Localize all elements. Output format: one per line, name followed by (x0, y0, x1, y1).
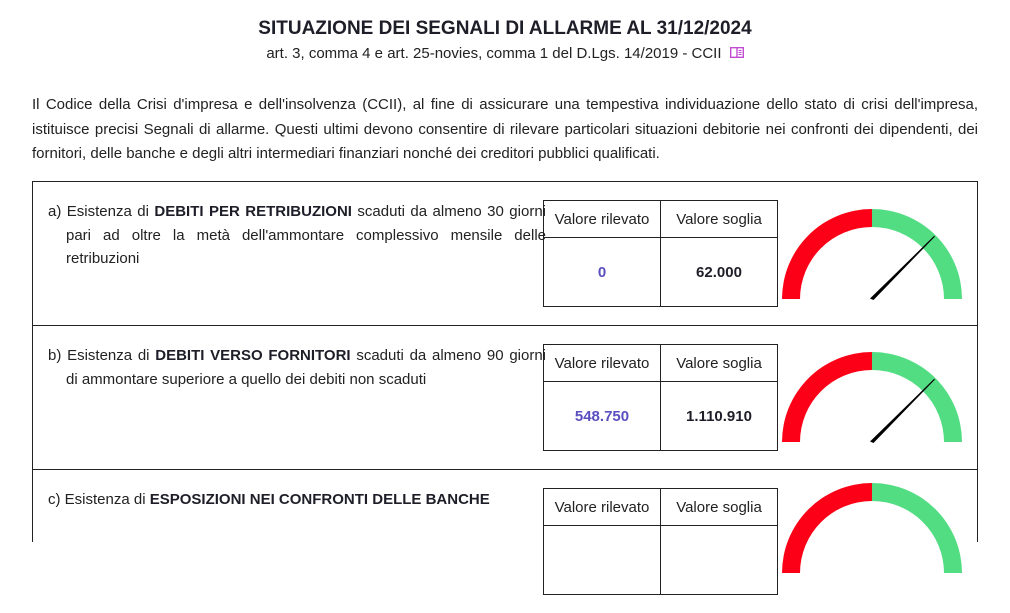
values-table (543, 200, 778, 307)
threshold-value: 1.110.910 (661, 382, 778, 451)
threshold-value-header: Valore soglia (661, 345, 778, 382)
page-title: SITUAZIONE DEI SEGNALI DI ALLARME AL 31/12/2024 (258, 18, 752, 39)
measured-value-header: Valore rilevato (544, 201, 661, 238)
intro-paragraph: Il Codice della Crisi d'impresa e dell'insolvenza (CCII), al fine di assicurare una tempestiva individuazione dello stato di crisi dell'impresa, istituisce precisi Segnali di allarme. Questi ultimi devono consentire di rilevare particolari situazioni debitorie nei confronti dei dipendenti, dei fornitori, delle banche e degli altri intermediari finanziari nonché dei creditori pubblici qualificati. (32, 96, 978, 162)
signal-description: a) Esistenza di DEBITI PER RETRIBUZIONI scaduti da almeno 30 giorni pari ad oltre la metà dell'ammontare complessivo mensile delle retribuzioni (48, 203, 546, 267)
gauge-green-segment (872, 483, 962, 573)
measured-value: 548.750 (544, 382, 661, 451)
gauge-red-segment (782, 352, 872, 442)
signal-highlight: ESPOSIZIONI NEI CONFRONTI DELLE BANCHE (149, 491, 490, 508)
signal-row-c (33, 470, 977, 613)
measured-value-header: Valore rilevato (544, 489, 661, 526)
signals-panel (32, 181, 978, 542)
signal-row-a (33, 182, 977, 326)
signal-highlight: DEBITI PER RETRIBUZIONI (154, 203, 352, 220)
signal-highlight: DEBITI VERSO FORNITORI (155, 347, 351, 364)
threshold-value-header: Valore soglia (661, 489, 778, 526)
measured-value (544, 526, 661, 595)
measured-value: 0 (544, 238, 661, 307)
subtitle-text: art. 3, comma 4 e art. 25-novies, comma 1 del D.Lgs. 14/2019 - CCII (266, 45, 722, 62)
gauge-chart (779, 480, 969, 578)
signal-description: b) Esistenza di DEBITI VERSO FORNITORI scaduti da almeno 90 giorni di ammontare superiore a quello dei debiti non scaduti (48, 347, 547, 388)
threshold-value-header: Valore soglia (661, 201, 778, 238)
signal-row-b (33, 326, 977, 470)
gauge-needle (870, 236, 935, 300)
gauge-needle (870, 379, 935, 443)
gauge-red-segment (782, 209, 872, 299)
measured-value-header: Valore rilevato (544, 345, 661, 382)
gauge-chart (779, 349, 969, 447)
gauge-chart (779, 206, 969, 304)
book-icon[interactable] (730, 45, 744, 56)
gauge-red-segment (782, 483, 872, 573)
page-subtitle (0, 45, 1010, 62)
values-table (543, 344, 778, 451)
signal-description: c) Esistenza di ESPOSIZIONI NEI CONFRONTI DELLE BANCHE (48, 491, 490, 508)
threshold-value: 62.000 (661, 238, 778, 307)
threshold-value (661, 526, 778, 595)
values-table (543, 488, 778, 595)
